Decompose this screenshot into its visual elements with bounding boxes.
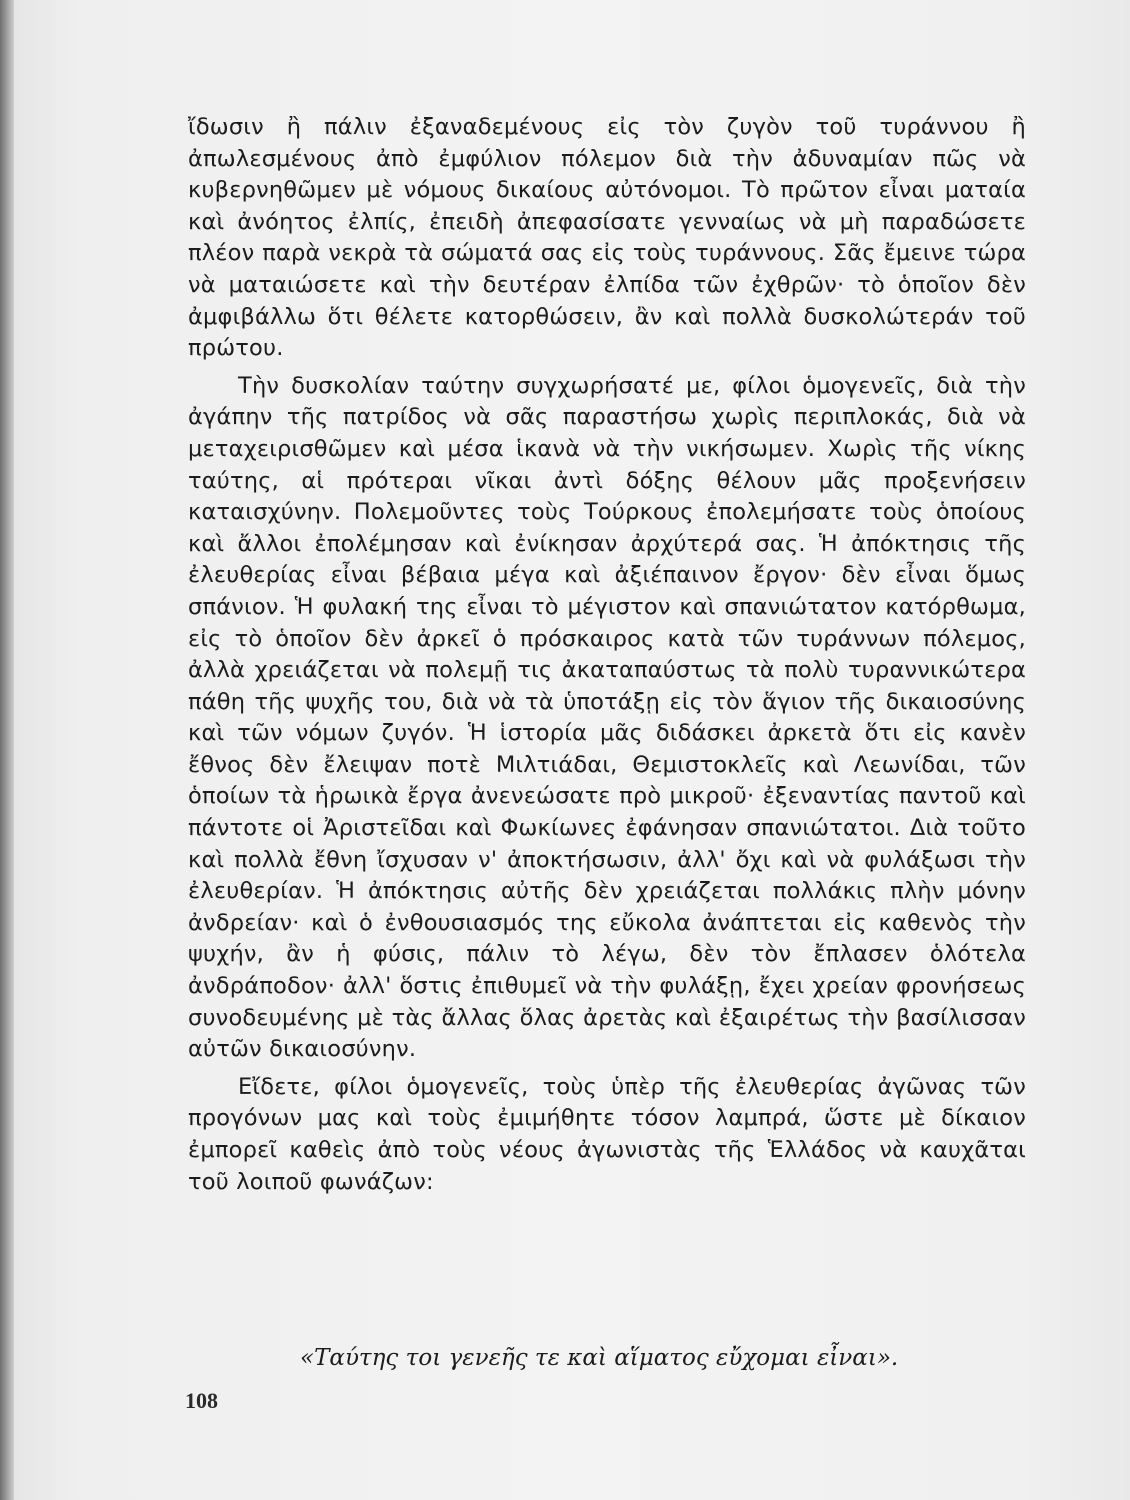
- closing-quote: «Ταύτης τοι γενεῆς τε καὶ αἵματος εὔχομαι εἶναι».: [300, 1345, 899, 1371]
- paragraph-3: Εἴδετε, φίλοι ὁμογενεῖς, τοὺς ὑπὲρ τῆς ἐλευθερίας ἀγῶνας τῶν προγόνων μας καὶ τοὺς ἐμιμήθητε τόσον λαμπρά, ὥστε μὲ δίκαιον ἐμπορεῖ καθεὶς ἀπὸ τοὺς νέους ἀγωνιστὰς τῆς Ἑλλάδος νὰ καυχᾶται τοῦ λοιποῦ φωνάζων:: [188, 1073, 1026, 1195]
- page-edge-shadow: [0, 0, 14, 1500]
- page-number: 108: [185, 1388, 218, 1413]
- body-text: [188, 112, 1026, 1204]
- paragraph-2: Τὴν δυσκολίαν ταύτην συγχωρήσατέ με, φίλοι ὁμογενεῖς, διὰ τὴν ἀγάπην τῆς πατρίδος νὰ σᾶς παραστήσω χωρὶς περιπλοκάς, διὰ νὰ μεταχειρισθῶμεν καὶ μέσα ἱκανὰ νὰ τὴν νικήσωμεν. Χωρὶς τῆς νίκης ταύτης, αἱ πρότεραι νῖκαι ἀντὶ δόξης θέλουν μᾶς προξενήσειν καταισχύνην. Πολεμοῦντες τοὺς Τούρκους ἐπολεμήσατε τοὺς ὁποίους καὶ ἄλλοι ἐπολέμησαν καὶ ἐνίκησαν ἀρχύτερά σας. Ἡ ἀπόκτησις τῆς ἐλευθερίας εἶναι βέβαια μέγα καὶ ἀξιέπαινον ἔργον· δὲν εἶναι ὅμως σπάνιον. Ἡ φυλακή της εἶναι τὸ μέγιστον καὶ σπανιώτατον κατόρθωμα, εἰς τὸ ὁποῖον δὲν ἀρκεῖ ὁ πρόσκαιρος κατὰ τῶν τυράννων πόλεμος, ἀλλὰ χρειάζεται νὰ πολεμῇ τις ἀκαταπαύστως τὰ πολὺ τυραννικώτερα πάθη τῆς ψυχῆς του, διὰ νὰ τὰ ὑποτάξῃ εἰς τὸν ἅγιον τῆς δικαιοσύνης καὶ τῶν νόμων ζυγόν. Ἡ ἱστορία μᾶς διδάσκει ἀρκετὰ ὅτι εἰς κανὲν ἔθνος δὲν ἔλειψαν ποτὲ Μιλτιάδαι, Θεμιστοκλεῖς καὶ Λεωνίδαι, τῶν ὁποίων τὰ ἡρωικὰ ἔργα ἀνενεώσατε πρὸ μικροῦ· ἐξεναντίας παντοῦ καὶ πάντοτε οἱ Ἀριστεῖδαι καὶ Φωκίωνες ἐφάνησαν σπανιώτατοι. Διὰ τοῦτο καὶ πολλὰ ἔθνη ἴσχυσαν ν' ἀποκτήσωσιν, ἀλλ' ὄχι καὶ νὰ φυλάξωσι τὴν ἐλευθερίαν. Ἡ ἀπόκτησις αὐτῆς δὲν χρειάζεται πολλάκις πλὴν μόνην ἀνδρείαν· καὶ ὁ ἐνθουσιασμός της εὔκολα ἀνάπτεται εἰς καθενὸς τὴν ψυχήν, ἂν ἡ φύσις, πάλιν τὸ λέγω, δὲν τὸν ἔπλασεν ὁλότελα ἀνδράποδον· ἀλλ' ὅστις ἐπιθυμεῖ νὰ τὴν φυλάξῃ, ἔχει χρείαν φρονήσεως συνοδευμένης μὲ τὰς ἄλλας ὅλας ἀρετὰς καὶ ἐξαιρέτως τὴν βασίλισσαν αὐτῶν δικαιοσύνην.: [188, 372, 1026, 1063]
- paragraph-1: ἴδωσιν ἢ πάλιν ἐξαναδεμένους εἰς τὸν ζυγὸν τοῦ τυράννου ἢ ἀπωλεσμένους ἀπὸ ἐμφύλιον πόλεμον διὰ τὴν ἀδυναμίαν πῶς νὰ κυβερνηθῶμεν μὲ νόμους δικαίους αὐτόνομοι. Τὸ πρῶτον εἶναι ματαία καὶ ἀνόητος ἐλπίς, ἐπειδὴ ἀπεφασίσατε γενναίως νὰ μὴ παραδώσετε πλέον παρὰ νεκρὰ τὰ σώματά σας εἰς τοὺς τυράννους. Σᾶς ἔμεινε τώρα νὰ ματαιώσετε καὶ τὴν δευτέραν ἐλπίδα τῶν ἐχθρῶν· τὸ ὁποῖον δὲν ἀμφιβάλλω ὅτι θέλετε κατορθώσειν, ἂν καὶ πολλὰ δυσκολώτεράν τοῦ πρώτου.: [188, 114, 1026, 362]
